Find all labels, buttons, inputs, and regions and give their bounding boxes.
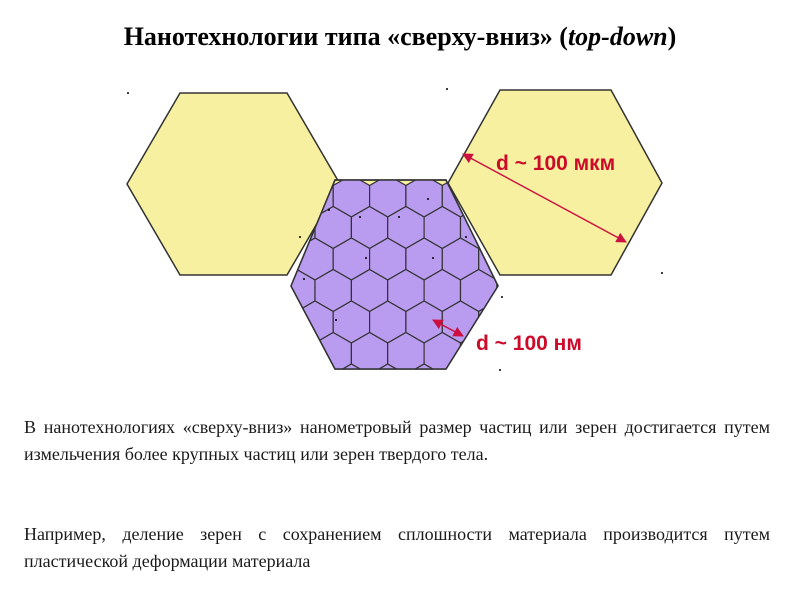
paragraph-example: Например, деление зерен с сохранением сплошности материала производится путем пластической деформации материала [24,524,770,571]
nanograin-cell [260,364,296,400]
nanograin-cell [442,364,478,400]
paragraph-top-down-definition: В нанотехнологиях «сверху-вниз» нанометровый размер частиц или зерен достигается путем измельчения более крупных частиц или зерен твердого тела. [24,417,770,464]
nanograin-cell [533,270,569,312]
nanograin-cell [533,396,569,401]
nanograin-cell [315,396,351,401]
nanograin-cell [279,333,315,375]
nanograin-cell [297,364,333,400]
nanograin-cell [279,396,315,401]
right-large-grain [448,90,662,275]
nanograin-cell [424,396,460,401]
nanograin-cell [497,396,533,401]
nanograin-size-label: d ~ 100 нм [476,332,582,355]
title-english: top-down [567,22,668,51]
nanograin-cell [515,364,551,400]
nanograin-cell [388,396,424,401]
title-main: Нанотехнологии типа «сверху-вниз» ( [123,22,568,51]
nanograin-cell [260,301,296,343]
nanograin-cell [461,396,497,401]
large-grain-size-label: d ~ 100 мкм [496,152,616,175]
nanograin-cell [497,270,533,312]
title-close: ) [667,22,677,51]
nanograin-cell [479,364,515,400]
nanograin-cell [351,396,387,401]
